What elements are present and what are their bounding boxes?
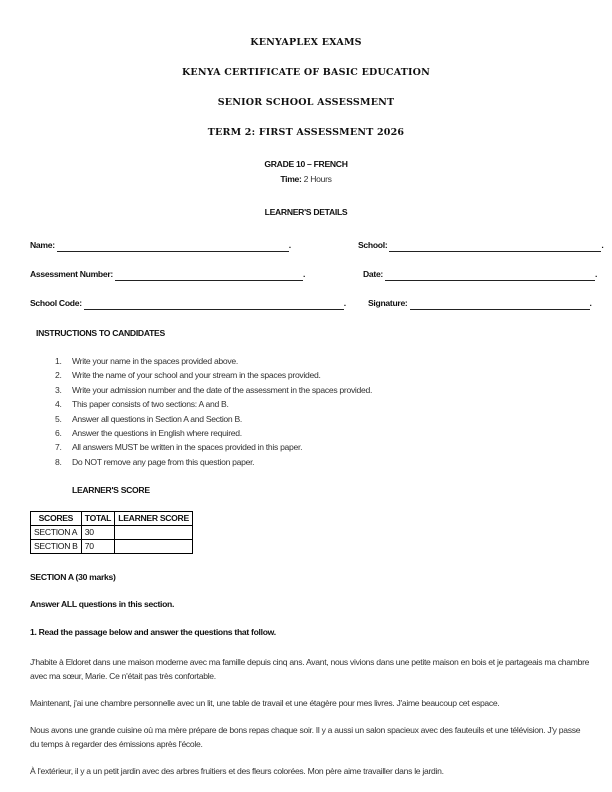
school-line[interactable] — [389, 242, 601, 252]
learner-score-cell[interactable] — [115, 526, 193, 540]
item-number: 6. — [55, 428, 62, 439]
question-1: 1. Read the passage below and answer the questions that follow. — [30, 627, 276, 637]
instruction-item — [55, 397, 372, 411]
assessment-number-field[interactable]: Assessment Number: . — [30, 269, 306, 279]
table-row — [31, 540, 193, 554]
name-label: Name: — [30, 240, 55, 250]
item-number: 7. — [55, 442, 62, 453]
org-title: KENYAPLEX EXAMS — [250, 37, 362, 48]
instruction-item — [55, 383, 372, 397]
item-number: 1. — [55, 356, 62, 366]
item-number: 3. — [55, 384, 62, 395]
column-header: TOTAL — [81, 512, 114, 526]
time-value: 2 Hours — [303, 174, 332, 184]
instructions-list — [55, 354, 372, 469]
item-number: 8. — [55, 456, 62, 467]
assessment-title: SENIOR SCHOOL ASSESSMENT — [217, 97, 395, 108]
school-code-label: School Code: — [30, 298, 82, 308]
grade-subject: GRADE 10 – FRENCH — [264, 159, 348, 169]
assessment-number-label: Assessment Number: — [30, 269, 113, 279]
name-field[interactable]: Name: . — [30, 240, 291, 250]
time-label: Time: — [280, 174, 302, 184]
school-code-line[interactable] — [84, 300, 344, 310]
item-text: Do NOT remove any page from this question paper. — [72, 456, 255, 467]
date-label: Date: — [363, 269, 383, 279]
learner-score-cell[interactable] — [115, 540, 193, 554]
item-text: Write your name in the spaces provided above. — [72, 356, 238, 366]
column-header: LEARNER SCORE — [115, 512, 193, 526]
item-text: Write the name of your school and your stream in the spaces provided. — [72, 370, 321, 381]
instruction-item — [55, 368, 372, 382]
instruction-item — [55, 354, 372, 368]
table-header-row — [31, 512, 193, 526]
assessment-number-line[interactable] — [115, 271, 303, 281]
section-cell: SECTION B — [31, 540, 82, 554]
learner-details-title: LEARNER'S DETAILS — [264, 207, 348, 217]
passage-paragraph: À l'extérieur, il y a un petit jardin avec des arbres fruitiers et des fleurs colorées. Mon père aime travailler dans le jardin. — [30, 766, 444, 776]
item-text: Answer all questions in Section A and Section B. — [72, 413, 243, 424]
name-line[interactable] — [57, 242, 289, 252]
item-text: Write your admission number and the date of the assessment in the spaces provided. — [72, 384, 373, 395]
instruction-item — [55, 412, 372, 426]
signature-field[interactable]: Signature: . — [368, 298, 592, 308]
score-table — [30, 511, 193, 554]
signature-line[interactable] — [410, 300, 590, 310]
section-a-title: SECTION A (30 marks) — [30, 572, 116, 582]
item-text: This paper consists of two sections: A and B. — [72, 399, 229, 410]
column-header: SCORES — [31, 512, 82, 526]
total-cell: 70 — [81, 540, 114, 554]
school-code-field[interactable]: School Code: . — [30, 298, 346, 308]
date-line[interactable] — [385, 271, 595, 281]
time-line — [0, 172, 612, 186]
item-number: 4. — [55, 399, 62, 410]
passage-paragraph: J'habite à Eldoret dans une maison moderne avec ma famille depuis cinq ans. Avant, nous vivions dans une petite maison en bois et je partageais ma chambre avec ma sœur, Marie. Ce n'était pas très confortable. — [30, 657, 590, 681]
certificate-title: KENYA CERTIFICATE OF BASIC EDUCATION — [181, 67, 431, 78]
item-number: 2. — [55, 370, 62, 381]
total-cell: 30 — [81, 526, 114, 540]
school-label: School: — [358, 240, 388, 250]
learner-score-title: LEARNER'S SCORE — [72, 485, 150, 495]
section-cell: SECTION A — [31, 526, 82, 540]
instruction-item — [55, 455, 372, 469]
instruction-item — [55, 440, 372, 454]
passage-paragraph: Nous avons une grande cuisine où ma mère prépare de bons repas chaque soir. Il y a aussi un salon spacieux avec des fauteuils et une télévision. J'y passe du temps à regarder des émissions après l'école. — [30, 725, 581, 749]
item-text: All answers MUST be written in the spaces provided in this paper. — [72, 442, 303, 453]
passage-paragraph: Maintenant, j'ai une chambre personnelle avec un lit, une table de travail et une étagère pour mes livres. J'aime beaucoup cet espace. — [30, 698, 500, 708]
table-row — [31, 526, 193, 540]
instruction-item — [55, 426, 372, 440]
instructions-title: INSTRUCTIONS TO CANDIDATES — [36, 328, 165, 338]
item-number: 5. — [55, 413, 62, 424]
section-a-instruction: Answer ALL questions in this section. — [30, 599, 175, 609]
date-field[interactable]: Date: . — [363, 269, 598, 279]
term-title: TERM 2: FIRST ASSESSMENT 2026 — [207, 127, 405, 138]
school-field[interactable]: School: . — [358, 240, 604, 250]
item-text: Answer the questions in English where required. — [72, 428, 242, 439]
signature-label: Signature: — [368, 298, 408, 308]
